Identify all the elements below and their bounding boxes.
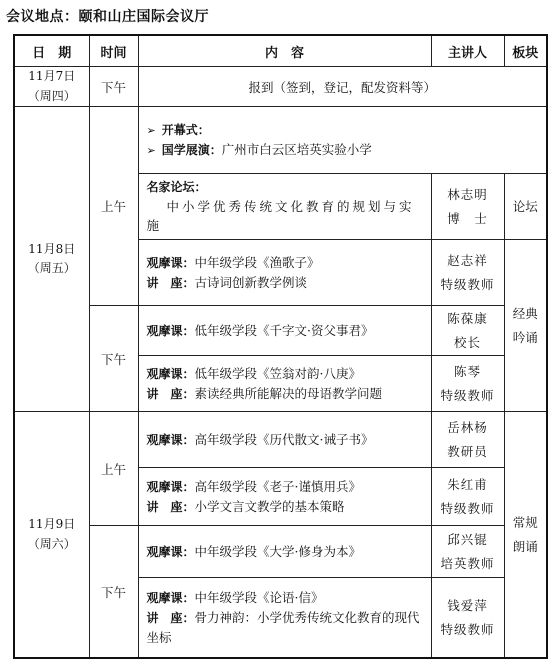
table-row bbox=[14, 67, 547, 107]
content-cell: 报到（签到，登记，配发资料等） bbox=[138, 67, 547, 107]
speaker-cell bbox=[431, 412, 504, 468]
date-cell bbox=[14, 67, 89, 107]
content-cell bbox=[138, 412, 431, 468]
weekday-text: （周五） bbox=[27, 261, 76, 276]
speaker-title: 特级教师 bbox=[440, 387, 495, 403]
obs-text: 中年级学段《论语·信》 bbox=[194, 590, 324, 606]
board-cell bbox=[504, 412, 547, 658]
speaker-title: 校长 bbox=[453, 334, 481, 350]
speaker-cell bbox=[431, 578, 504, 658]
date-text: 11月7日 bbox=[28, 69, 76, 84]
obs-text: 中年级学段《渔歌子》 bbox=[194, 255, 320, 271]
speaker-cell bbox=[431, 468, 504, 526]
venue-heading: 会议地点：颐和山庄国际会议厅 bbox=[6, 9, 209, 25]
speaker-cell bbox=[431, 174, 504, 240]
content-cell bbox=[138, 174, 431, 240]
obs-text: 中年级学段《大学·修身为本》 bbox=[194, 544, 361, 560]
show-text: 广州市白云区培英实验小学 bbox=[221, 142, 372, 157]
col-time: 时间 bbox=[89, 35, 138, 67]
speaker-name: 钱爱萍 bbox=[447, 597, 488, 613]
board-cell: 论坛 bbox=[504, 174, 547, 240]
lecture-text: 小学文言文教学的基本策略 bbox=[194, 498, 345, 514]
board-text: 吟诵 bbox=[512, 329, 538, 345]
obs-label: 观摩课： bbox=[146, 545, 195, 560]
lecture-label: 讲 座： bbox=[146, 386, 195, 401]
speaker-name: 陈琴 bbox=[453, 364, 481, 380]
content-cell bbox=[138, 578, 431, 658]
speaker-title: 特级教师 bbox=[440, 500, 495, 516]
content-cell bbox=[138, 526, 431, 578]
time-cell: 上午 bbox=[89, 107, 138, 306]
col-board: 板块 bbox=[504, 35, 547, 67]
speaker-cell bbox=[431, 526, 504, 578]
obs-label: 观摩课： bbox=[146, 591, 195, 606]
content-cell bbox=[138, 468, 431, 526]
content-cell bbox=[138, 306, 431, 356]
col-speaker: 主讲人 bbox=[431, 35, 504, 67]
speaker-cell bbox=[431, 306, 504, 356]
board-text: 朗诵 bbox=[512, 538, 538, 554]
table-row bbox=[14, 107, 547, 174]
content-cell bbox=[138, 240, 431, 306]
speaker-name: 邱兴锟 bbox=[447, 532, 488, 548]
speaker-name: 陈葆康 bbox=[447, 311, 488, 327]
obs-text: 低年级学段《千字文·资父事君》 bbox=[194, 323, 374, 339]
arrow-icon: ➢ bbox=[146, 124, 156, 138]
time-cell: 下午 bbox=[89, 526, 138, 658]
content-cell bbox=[138, 107, 547, 174]
header-row bbox=[14, 35, 547, 67]
speaker-name: 岳林杨 bbox=[447, 420, 488, 436]
weekday-text: （周四） bbox=[27, 88, 76, 103]
speaker-name: 赵志祥 bbox=[447, 253, 488, 269]
time-cell: 下午 bbox=[89, 306, 138, 412]
obs-text: 高年级学段《老子·谨慎用兵》 bbox=[194, 479, 361, 495]
speaker-cell bbox=[431, 240, 504, 306]
lecture-text: 骨力神韵：小学优秀传统文化教育的现代坐标 bbox=[146, 609, 420, 645]
speaker-cell bbox=[431, 356, 504, 412]
col-content: 内 容 bbox=[138, 35, 431, 67]
obs-text: 高年级学段《历代散文·诫子书》 bbox=[194, 432, 374, 448]
weekday-text: （周六） bbox=[27, 536, 76, 551]
lecture-label: 讲 座： bbox=[146, 610, 195, 625]
col-date: 日 期 bbox=[14, 35, 89, 67]
date-text: 11月8日 bbox=[28, 241, 76, 256]
arrow-icon: ➢ bbox=[146, 144, 156, 157]
lecture-text: 素读经典所能解决的母语教学问题 bbox=[194, 385, 383, 401]
obs-label: 观摩课： bbox=[146, 256, 195, 271]
obs-text: 低年级学段《笠翁对韵·八庚》 bbox=[194, 366, 361, 382]
table-row bbox=[14, 412, 547, 468]
date-text: 11月9日 bbox=[28, 517, 76, 532]
speaker-title: 特级教师 bbox=[440, 621, 495, 637]
speaker-name: 朱红甫 bbox=[447, 477, 488, 493]
speaker-title: 特级教师 bbox=[440, 276, 495, 292]
time-cell: 下午 bbox=[89, 67, 138, 107]
content-cell bbox=[138, 356, 431, 412]
forum-text: 中小学优秀传统文化教育的规划与实施 bbox=[146, 198, 415, 233]
opening-label: 开幕式： bbox=[161, 123, 210, 138]
obs-label: 观摩课： bbox=[146, 433, 195, 448]
time-cell: 上午 bbox=[89, 412, 138, 526]
show-label: 国学展演： bbox=[161, 143, 222, 157]
obs-label: 观摩课： bbox=[146, 367, 195, 382]
table-row bbox=[14, 306, 547, 356]
lecture-label: 讲 座： bbox=[146, 499, 195, 514]
schedule-table bbox=[13, 34, 548, 659]
date-cell bbox=[14, 107, 89, 412]
speaker-title: 教研员 bbox=[447, 443, 488, 459]
board-cell bbox=[504, 240, 547, 412]
board-text: 经典 bbox=[512, 306, 538, 322]
lecture-text: 古诗词创新教学例谈 bbox=[194, 274, 308, 290]
date-cell bbox=[14, 412, 89, 658]
speaker-title: 培英教师 bbox=[440, 555, 495, 571]
speaker-title: 博 士 bbox=[447, 210, 488, 226]
obs-label: 观摩课： bbox=[146, 324, 195, 339]
obs-label: 观摩课： bbox=[146, 480, 195, 495]
lecture-label: 讲 座： bbox=[146, 275, 195, 290]
table-row bbox=[14, 526, 547, 578]
speaker-name: 林志明 bbox=[447, 186, 488, 202]
forum-label: 名家论坛： bbox=[146, 180, 207, 194]
board-text: 常规 bbox=[512, 514, 538, 530]
